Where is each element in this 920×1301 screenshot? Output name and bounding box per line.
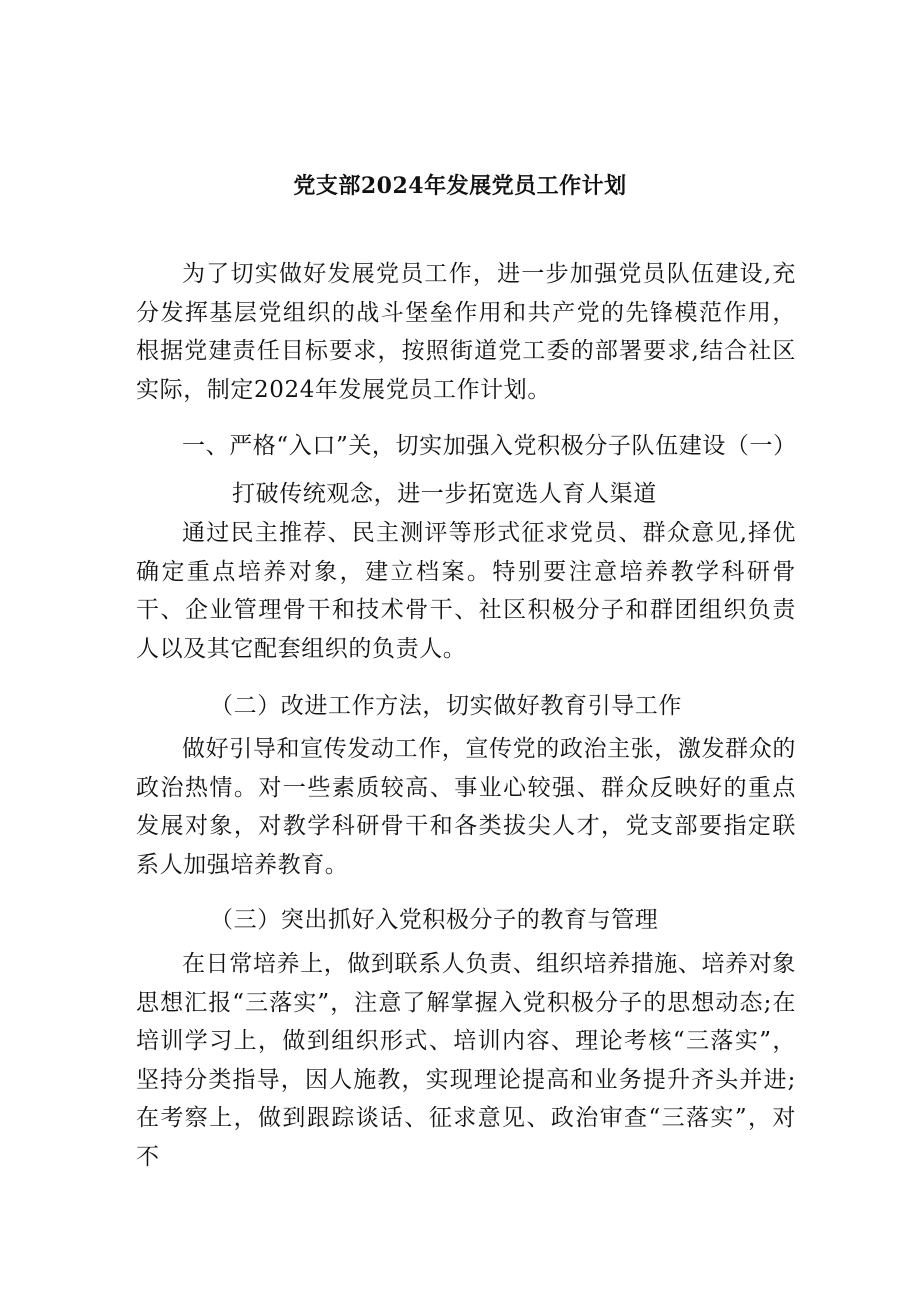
section-1-sub-3-body: 在日常培养上，做到联系人负责、组织培养措施、培养对象思想汇报“三落实”，注意了解掌握入党积极分子的思想动态;在培训学习上，做到组织形式、培训内容、理论考核“三落实”，坚持分类指导，因人施教，实现理论提高和业务提升齐头并进;在考察上，做到跟踪谈话、征求意见、政治审查“三落实”，对不 [136, 951, 796, 1170]
section-1-heading: 一、严格“入口”关，切实加强入党积极分子队伍建设（一） [182, 433, 797, 459]
section-1-subheading-3: （三）突出抓好入党积极分子的教育与管理 [210, 907, 659, 933]
section-1-subheading-2: （二）改进工作方法，切实做好教育引导工作 [210, 693, 682, 719]
intro-paragraph: 为了切实做好发展党员工作，进一步加强党员队伍建设,充分发挥基层党组织的战斗堡垒作用和共产党的先锋模范作用，根据党建责任目标要求，按照街道党工委的部署要求,结合社区实际，制定2024年发展党员工作计划。 [136, 261, 796, 403]
section-1-subheading-1: 打破传统观念，进一步拓宽选人育人渠道 [232, 481, 657, 507]
section-1-sub-1-body: 通过民主推荐、民主测评等形式征求党员、群众意见,择优确定重点培养对象，建立档案。特别要注意培养教学科研骨干、企业管理骨干和技术骨干、社区积极分子和群团组织负责人以及其它配套组织的负责人。 [136, 520, 796, 662]
section-1-sub-2-body: 做好引导和宣传发动工作，宣传党的政治主张，激发群众的政治热情。对一些素质较高、事业心较强、群众反映好的重点发展对象，对教学科研骨干和各类拔尖人才，党支部要指定联系人加强培养教育。 [136, 736, 796, 878]
document-title: 党支部2024年发展党员工作计划 [293, 173, 627, 199]
